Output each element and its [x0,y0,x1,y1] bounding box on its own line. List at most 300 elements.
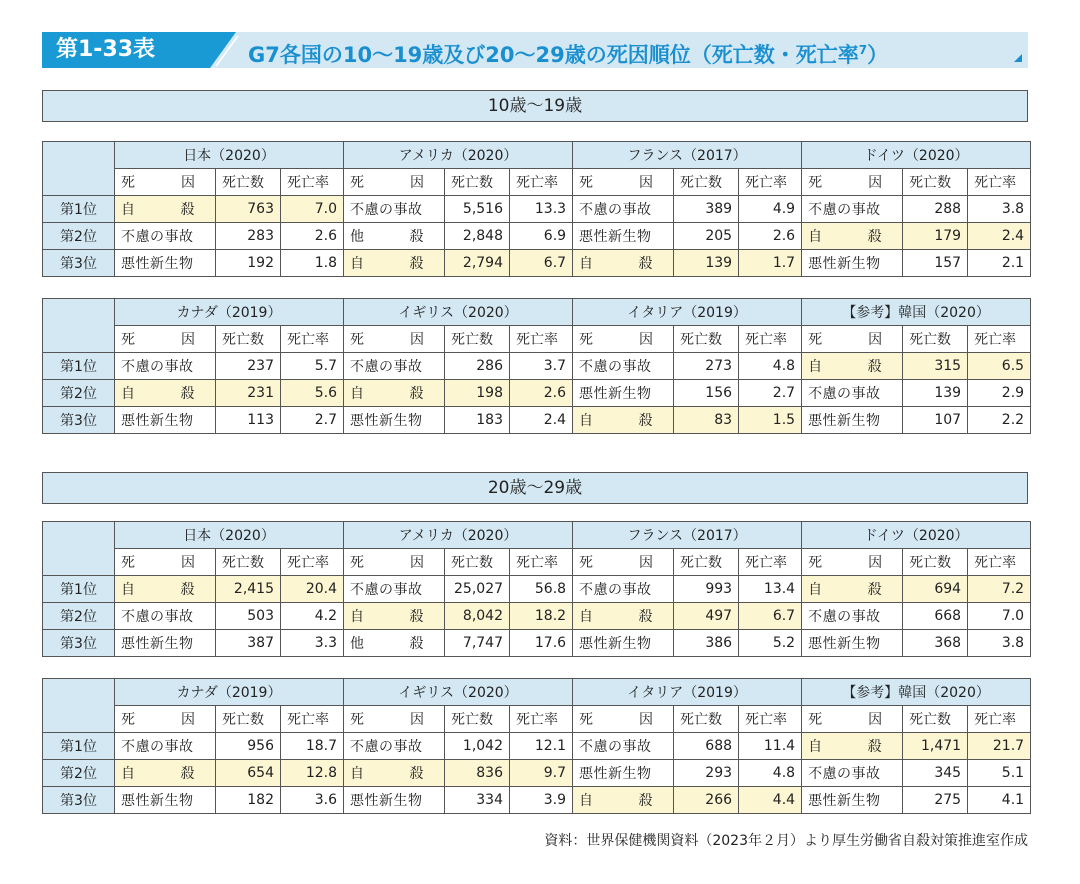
cause-cell: 不慮の事故 [802,196,903,223]
cause-cell: 悪性新生物 [344,407,445,434]
cause-part: 殺 [180,386,195,402]
cause-cell [115,576,216,603]
rate-cell: 5.7 [281,353,344,380]
cause-header-wrap [808,329,882,349]
table-row [43,250,1031,277]
rate-cell: 1.7 [739,250,802,277]
cause-wrap [350,633,424,653]
cause-wrap [808,226,882,246]
column-header-deaths: 死亡数 [216,326,281,353]
table-row [43,733,1031,760]
column-header-deaths: 死亡数 [674,549,739,576]
death-table-10-19-b [42,298,1031,434]
rate-cell: 6.7 [739,603,802,630]
cause-part: 殺 [409,636,425,652]
deaths-cell: 368 [903,630,968,657]
country-name: ドイツ（2020） [802,142,1031,169]
column-header-cause [115,706,216,733]
cause-wrap [350,606,424,626]
cause-part: 他 [350,636,365,652]
rate-cell: 2.4 [968,223,1031,250]
cause-part: 殺 [867,582,883,598]
deaths-cell: 293 [674,760,739,787]
cause-header-wrap [121,172,195,192]
deaths-cell: 139 [674,250,739,277]
rate-cell: 13.3 [510,196,573,223]
cause-wrap [121,579,195,599]
cause-header-b: 因 [410,712,424,728]
cause-part: 自 [579,609,594,625]
rate-cell: 1.5 [739,407,802,434]
column-header-deaths: 死亡数 [216,169,281,196]
deaths-cell: 1,471 [903,733,968,760]
country-name: フランス（2017） [573,142,802,169]
cause-cell [802,353,903,380]
cause-part: 自 [350,386,365,402]
deaths-cell: 266 [674,787,739,814]
rank-label: 第2位 [43,603,115,630]
cause-part: 殺 [409,766,424,782]
cause-part: 殺 [867,739,883,755]
rate-cell: 2.1 [968,250,1031,277]
cause-part: 殺 [638,256,654,272]
column-header-cause [344,706,445,733]
cause-header-b: 因 [868,555,883,571]
cause-cell [344,603,445,630]
cause-cell: 悪性新生物 [115,787,216,814]
deaths-cell: 156 [674,380,739,407]
deaths-cell: 237 [216,353,281,380]
column-header-row [43,169,1031,196]
cause-cell [115,196,216,223]
deaths-cell: 107 [903,407,968,434]
cause-header-a: 死 [808,332,823,348]
cause-part: 自 [808,739,823,755]
column-header-deaths: 死亡数 [903,549,968,576]
cause-header-wrap [121,329,195,349]
table-row [43,380,1031,407]
rate-cell: 1.8 [281,250,344,277]
cause-header-wrap [350,172,424,192]
cause-header-b: 因 [181,555,195,571]
cause-header-wrap [350,329,424,349]
rank-label: 第2位 [43,760,115,787]
column-header-rate: 死亡率 [968,169,1031,196]
cause-part: 殺 [638,609,654,625]
cause-cell: 不慮の事故 [573,353,674,380]
column-header-deaths: 死亡数 [674,706,739,733]
rank-label: 第1位 [43,576,115,603]
cause-part: 殺 [638,793,654,809]
country-name: アメリカ（2020） [344,522,573,549]
deaths-cell: 7,747 [445,630,510,657]
deaths-cell: 668 [903,603,968,630]
cause-part: 殺 [638,413,654,429]
cause-cell [573,407,674,434]
cause-header-a: 死 [579,332,594,348]
cause-part: 自 [579,413,594,429]
cause-header-a: 死 [808,712,823,728]
rate-cell: 4.1 [968,787,1031,814]
country-header-row [43,299,1031,326]
deaths-cell: 688 [674,733,739,760]
rate-cell: 4.8 [739,353,802,380]
cause-part: 自 [808,582,823,598]
rate-cell: 12.1 [510,733,573,760]
rate-cell: 18.2 [510,603,573,630]
cause-wrap [121,383,195,403]
cause-cell: 悪性新生物 [802,787,903,814]
cause-cell: 不慮の事故 [344,733,445,760]
cause-header-wrap [579,329,653,349]
column-header-rate: 死亡率 [968,706,1031,733]
column-header-rate: 死亡率 [739,326,802,353]
rate-cell: 3.8 [968,196,1031,223]
death-table-10-19-a [42,141,1031,277]
deaths-cell: 283 [216,223,281,250]
deaths-cell: 654 [216,760,281,787]
rate-cell: 56.8 [510,576,573,603]
rate-cell: 3.6 [281,787,344,814]
column-header-deaths: 死亡数 [674,169,739,196]
country-name: イギリス（2020） [344,299,573,326]
country-name: イギリス（2020） [344,679,573,706]
rate-cell: 20.4 [281,576,344,603]
deaths-cell: 334 [445,787,510,814]
rate-cell: 3.7 [510,353,573,380]
country-name: 日本（2020） [115,142,344,169]
cause-wrap [350,763,424,783]
deaths-cell: 497 [674,603,739,630]
cause-wrap [121,763,195,783]
cause-header-wrap [579,709,653,729]
rank-label: 第3位 [43,787,115,814]
cause-header-b: 因 [868,712,883,728]
rank-label: 第2位 [43,223,115,250]
cause-wrap [808,356,882,376]
column-header-rate: 死亡率 [510,326,573,353]
deaths-cell: 205 [674,223,739,250]
cause-cell [344,760,445,787]
cause-cell [344,630,445,657]
deaths-cell: 1,042 [445,733,510,760]
column-header-cause [344,326,445,353]
cause-header-b: 因 [181,332,195,348]
deaths-cell: 288 [903,196,968,223]
column-header-cause [573,326,674,353]
cause-cell [802,223,903,250]
table-row [43,196,1031,223]
column-header-deaths: 死亡数 [445,706,510,733]
corner-cell [43,679,115,733]
cause-header-b: 因 [868,175,883,191]
cause-header-b: 因 [181,175,195,191]
cause-header-b: 因 [868,332,883,348]
cause-part: 自 [808,359,823,375]
rate-cell: 7.2 [968,576,1031,603]
cause-cell: 悪性新生物 [573,380,674,407]
column-header-cause [344,169,445,196]
deaths-cell: 273 [674,353,739,380]
column-header-row [43,326,1031,353]
cause-cell: 不慮の事故 [115,353,216,380]
deaths-cell: 2,415 [216,576,281,603]
column-header-rate: 死亡率 [281,549,344,576]
rate-cell: 11.4 [739,733,802,760]
column-header-cause [802,549,903,576]
cause-wrap [808,736,882,756]
cause-header-a: 死 [579,712,594,728]
table-row [43,407,1031,434]
source-note: 資料：世界保健機関資料（2023年２月）より厚生労働省自殺対策推進室作成 [544,833,1028,849]
country-name: ドイツ（2020） [802,522,1031,549]
cause-wrap [808,579,882,599]
corner-cell [43,142,115,196]
rank-label: 第1位 [43,196,115,223]
column-header-cause [115,169,216,196]
rate-cell: 6.7 [510,250,573,277]
cause-wrap [350,383,424,403]
corner-cell [43,522,115,576]
cause-part: 殺 [180,582,195,598]
deaths-cell: 387 [216,630,281,657]
cause-cell: 不慮の事故 [573,196,674,223]
deaths-cell: 192 [216,250,281,277]
deaths-cell: 345 [903,760,968,787]
deaths-cell: 5,516 [445,196,510,223]
cause-cell: 悪性新生物 [344,787,445,814]
title-bar [42,32,1028,68]
deaths-cell: 315 [903,353,968,380]
column-header-cause [802,706,903,733]
rate-cell: 6.9 [510,223,573,250]
cause-part: 自 [121,202,136,218]
cause-header-wrap [121,552,195,572]
column-header-cause [573,169,674,196]
country-name: 【参考】韓国（2020） [802,299,1031,326]
cause-cell: 悪性新生物 [115,250,216,277]
cause-cell: 不慮の事故 [802,760,903,787]
deaths-cell: 157 [903,250,968,277]
rate-cell: 4.2 [281,603,344,630]
cause-cell: 悪性新生物 [573,630,674,657]
cause-cell: 悪性新生物 [115,407,216,434]
cause-header-a: 死 [350,555,365,571]
cause-header-b: 因 [639,555,654,571]
cause-part: 自 [350,766,365,782]
country-header-row [43,142,1031,169]
cause-wrap [350,226,424,246]
rate-cell: 7.0 [281,196,344,223]
rank-label: 第1位 [43,353,115,380]
deaths-cell: 694 [903,576,968,603]
corner-triangle-icon [1014,54,1022,62]
rate-cell: 5.2 [739,630,802,657]
cause-part: 殺 [409,386,424,402]
section-header-20-29: 20歳～29歳 [42,472,1028,504]
cause-cell [802,733,903,760]
column-header-rate: 死亡率 [968,326,1031,353]
rate-cell: 2.6 [281,223,344,250]
rate-cell: 3.3 [281,630,344,657]
column-header-deaths: 死亡数 [445,549,510,576]
cause-cell: 不慮の事故 [115,223,216,250]
table-number-tag: 第1-33表 [42,32,210,68]
cause-header-a: 死 [121,175,135,191]
deaths-cell: 386 [674,630,739,657]
country-name: カナダ（2019） [115,679,344,706]
column-header-cause [802,169,903,196]
cause-wrap [121,199,195,219]
cause-cell: 不慮の事故 [115,603,216,630]
cause-wrap [579,790,653,810]
cause-part: 殺 [409,609,425,625]
section-header-10-19: 10歳～19歳 [42,90,1028,122]
cause-header-wrap [350,552,424,572]
column-header-rate: 死亡率 [739,169,802,196]
rate-cell: 3.9 [510,787,573,814]
cause-cell: 不慮の事故 [115,733,216,760]
cause-header-wrap [121,709,195,729]
title-close: ） [867,43,889,67]
rate-cell: 2.9 [968,380,1031,407]
title-main: G7各国の10～19歳及び20～29歳の死因順位（死亡数・死亡率 [248,43,859,67]
cause-header-a: 死 [121,712,135,728]
column-header-deaths: 死亡数 [445,326,510,353]
deaths-cell: 179 [903,223,968,250]
deaths-cell: 836 [445,760,510,787]
table-row [43,576,1031,603]
rank-label: 第3位 [43,407,115,434]
cause-cell: 悪性新生物 [802,630,903,657]
cause-header-b: 因 [410,175,425,191]
deaths-cell: 763 [216,196,281,223]
cause-part: 殺 [180,202,195,218]
cause-header-a: 死 [808,555,823,571]
rate-cell: 2.6 [510,380,573,407]
cause-header-b: 因 [639,175,654,191]
cause-part: 自 [579,256,594,272]
rate-cell: 12.8 [281,760,344,787]
rate-cell: 13.4 [739,576,802,603]
column-header-cause [573,706,674,733]
column-header-rate: 死亡率 [739,549,802,576]
cause-header-a: 死 [350,175,365,191]
deaths-cell: 139 [903,380,968,407]
cause-cell: 不慮の事故 [573,576,674,603]
table-row [43,760,1031,787]
cause-cell [115,380,216,407]
cause-part: 他 [350,229,365,245]
column-header-deaths: 死亡数 [216,549,281,576]
title-slash-decoration [210,32,236,68]
cause-part: 自 [808,229,823,245]
table-row [43,223,1031,250]
rate-cell: 3.8 [968,630,1031,657]
country-name: カナダ（2019） [115,299,344,326]
cause-part: 自 [350,256,365,272]
cause-cell: 悪性新生物 [115,630,216,657]
cause-part: 殺 [867,229,883,245]
cause-cell [115,760,216,787]
cause-part: 殺 [180,766,195,782]
deaths-cell: 389 [674,196,739,223]
rate-cell: 5.1 [968,760,1031,787]
cause-cell: 不慮の事故 [802,380,903,407]
column-header-deaths: 死亡数 [903,706,968,733]
rate-cell: 7.0 [968,603,1031,630]
column-header-rate: 死亡率 [510,169,573,196]
column-header-cause [573,549,674,576]
deaths-cell: 231 [216,380,281,407]
rank-label: 第3位 [43,250,115,277]
rank-label: 第2位 [43,380,115,407]
cause-header-a: 死 [121,332,135,348]
deaths-cell: 113 [216,407,281,434]
cause-cell: 不慮の事故 [344,196,445,223]
death-table-20-29-a [42,521,1031,657]
cause-header-wrap [579,172,653,192]
rate-cell: 2.7 [739,380,802,407]
cause-cell: 不慮の事故 [344,576,445,603]
cause-header-a: 死 [121,555,135,571]
cause-part: 自 [121,766,136,782]
corner-cell [43,299,115,353]
cause-part: 自 [579,793,594,809]
cause-cell [573,250,674,277]
rate-cell: 17.6 [510,630,573,657]
deaths-cell: 2,848 [445,223,510,250]
deaths-cell: 956 [216,733,281,760]
column-header-rate: 死亡率 [510,706,573,733]
table-row [43,603,1031,630]
cause-header-a: 死 [579,175,594,191]
deaths-cell: 25,027 [445,576,510,603]
column-header-cause [115,549,216,576]
cause-cell: 悪性新生物 [802,250,903,277]
column-header-deaths: 死亡数 [903,169,968,196]
cause-cell: 悪性新生物 [573,760,674,787]
cause-part: 自 [350,609,365,625]
cause-header-wrap [579,552,653,572]
table-row [43,353,1031,380]
column-header-rate: 死亡率 [968,549,1031,576]
column-header-cause [115,326,216,353]
page-title [248,32,888,73]
cause-cell [802,576,903,603]
cause-wrap [579,606,653,626]
country-name: アメリカ（2020） [344,142,573,169]
cause-cell: 不慮の事故 [344,353,445,380]
rate-cell: 2.7 [281,407,344,434]
deaths-cell: 198 [445,380,510,407]
rate-cell: 9.7 [510,760,573,787]
cause-part: 殺 [867,359,883,375]
cause-cell: 不慮の事故 [573,733,674,760]
country-header-row [43,522,1031,549]
rate-cell: 4.8 [739,760,802,787]
rate-cell: 2.4 [510,407,573,434]
cause-cell [344,223,445,250]
table-row [43,787,1031,814]
rate-cell: 4.9 [739,196,802,223]
cause-cell: 不慮の事故 [802,603,903,630]
deaths-cell: 8,042 [445,603,510,630]
death-table-20-29-b [42,678,1031,814]
cause-header-b: 因 [639,332,654,348]
cause-cell [344,250,445,277]
title-footnote-ref: 7 [858,43,868,57]
